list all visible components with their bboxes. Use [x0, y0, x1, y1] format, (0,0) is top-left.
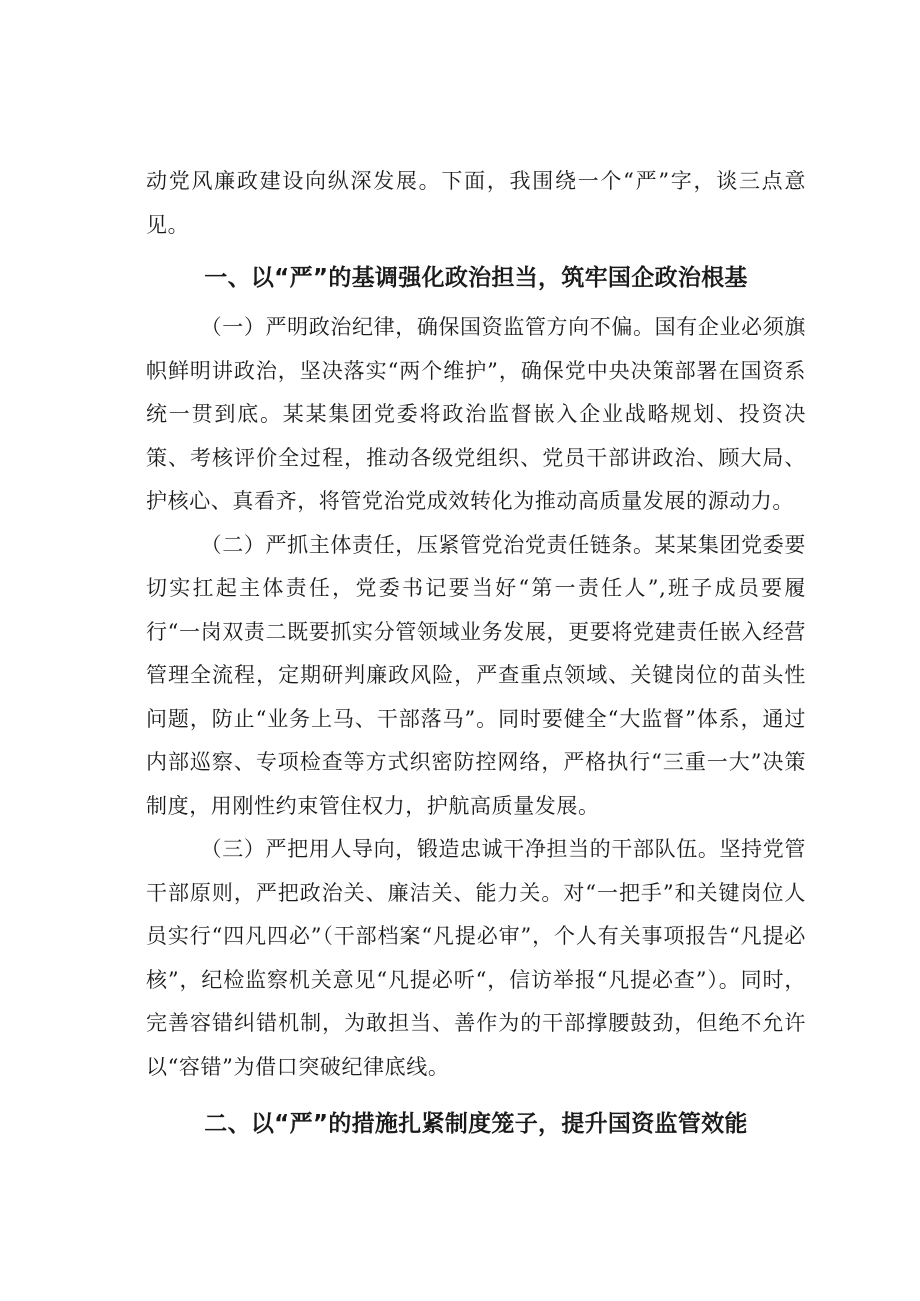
- section-2-heading: 二、以“严”的措施扎紧制度笼子，提升国资监管效能: [204, 1111, 748, 1137]
- document-body: [146, 160, 806, 1152]
- section-1-paragraph-3: （三）严把用人导向，锻造忠诚干净担当的干部队伍。坚持党管干部原则，严把政治关、廉洁关、能力关。对“一把手”和关键岗位人员实行“四凡四必”（干部档案“凡提必审”，个人有关事项报告“凡提必核”，纪检监察机关意见“凡提必听“，信访举报“凡提必查”）。同时，完善容错纠错机制，为敢担当、善作为的干部撑腰鼓劲，但绝不允许以“容错”为借口突破纪律底线。: [146, 837, 806, 1079]
- intro-continuation: 动党风廉政建设向纵深发展。下面，我围绕一个“严”字，谈三点意见。: [146, 169, 806, 237]
- section-1-heading: 一、以“严”的基调强化政治担当，筑牢国企政治根基: [204, 265, 748, 291]
- section-1-paragraph-2: （二）严抓主体责任，压紧管党治党责任链条。某某集团党委要切实扛起主体责任，党委书记要当好“第一责任人”,班子成员要履行“一岗双责二既要抓实分管领域业务发展，更要将党建责任嵌入经营管理全流程，定期研判廉政风险，严查重点领域、关键岗位的苗头性问题，防止“业务上马、干部落马”。同时要健全“大监督”体系，通过内部巡察、专项检查等方式织密防控网络，严格执行“三重一大”决策制度，用刚性约束管住权力，护航高质量发展。: [146, 532, 806, 818]
- section-1-paragraph-1: （一）严明政治纪律，确保国资监管方向不偏。国有企业必须旗帜鲜明讲政治，坚决落实“两个维护”，确保党中央决策部署在国资系统一贯到底。某某集团党委将政治监督嵌入企业战略规划、投资决策、考核评价全过程，推动各级党组织、党员干部讲政治、顾大局、护核心、真看齐，将管党治党成效转化为推动高质量发展的源动力。: [146, 315, 806, 513]
